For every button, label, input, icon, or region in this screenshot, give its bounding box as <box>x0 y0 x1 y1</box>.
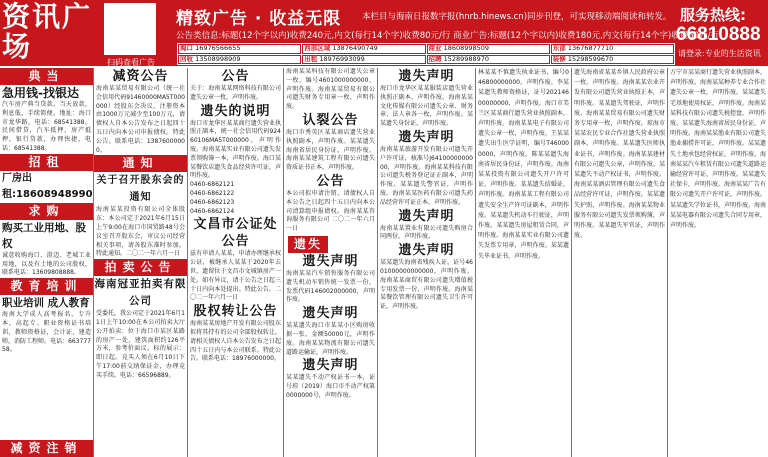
directory-cell: 商业 18608998509 <box>427 44 550 54</box>
notice-body: 海南某某投资有限公司全体股东：本公司定于2021年6月15日上午9:00在海口市国贸路48号会议室召开股东会，审议公司经营相关事项，请各股东准时参加。特此通知。二〇二一年六月一日 <box>96 206 185 258</box>
qr-code-icon[interactable] <box>104 3 156 55</box>
directory-cell: 招聘 15289988970 <box>427 55 550 65</box>
section-education: 教育培训 <box>0 278 93 295</box>
notice-body: 受委托，我公司定于2021年6月11日上午10:00在本公司拍卖大厅公开拍卖：位于海口市某区某路的房产一处，建筑面积约126平方米，参考价面议。标的展示：即日起。竞买人须在6月10日下午17:00前交纳保证金，办理竞买手续。电话：66596889。 <box>96 310 185 379</box>
phone-row: 0460-6862124 <box>190 207 235 215</box>
notice-title: 遗失的说明 <box>200 103 271 119</box>
notice-body: 关于：海南某某网络科技有限公司遗失公章一枚，声明作废。 <box>190 85 281 101</box>
notice-title: 认裂公告 <box>302 112 359 128</box>
notice-title: 遗失声明 <box>398 129 455 145</box>
directory-cell: 回收 13508998909 <box>178 55 301 65</box>
notice-body: 林某某不慎遗失执业证书，编号046800000000，声明作废。李某某遗失教师资格证，证号20214600000000，声明作废。海口市美兰区某某商行遗失营业执照副本，声明作废。海南某某电子有限公司遗失公章一枚，声明作废。王某某遗失出生医学证明，编号T460000000，声明作废。陈某某遗失海南省居民身份证，声明作废。海南某某投资有限公司遗失开户许可证，声明作废。某某遗失结婚证，声明作废。海南某某工程有限公司遗失安全生产许可证副本，声明作废。某某遗失机动车行驶证，声明作废。某某遗失房屋租赁合同，声明作废。海南某某实业有限公司遗失发票专用章，声明作废。某某遗失毕业证书，声明作废。 <box>478 69 569 260</box>
column-4 <box>284 68 378 457</box>
notice-title: 减资公告 <box>112 69 169 84</box>
notice-title: 遗失声明 <box>302 358 359 374</box>
notice-body: 兹有申请人某某，申请办理继承权公证，被继承人某某于2020年去世，遗留位于文昌市文城镇房产一处。如有异议，请于公告之日起三十日内向本处提出。特此公告。二〇二一年六月一日 <box>190 250 281 302</box>
ad-title: 厂房出租:18608948990 <box>2 172 93 200</box>
notice-title: 海南冠亚拍卖有限公司 <box>94 278 187 308</box>
ad-body: 海南大学成人高考报名，专升本，高起专。职业资格证书培训，教师资格证，会计证，建造师，消防工程师。电话：66377758。 <box>2 311 91 354</box>
directory-cell: 装修 15298599670 <box>551 55 674 65</box>
column-6 <box>476 68 572 457</box>
notice-body: 遗失海南省某某乡镇人民政府公章一枚，声明作废。海南某某农业开发有限公司遗失营业执照正本，声明作废。某某遗失驾驶证，声明作废。海南某某贸易有限公司遗失财务专用章一枚，声明作废。琼海市某某农民专业合作社遗失营业执照副本，声明作废。某某遗失医师执业证书，声明作废。海南某某建材有限公司遗失公章，声明作废。某某遗失不动产权证书，声明作废。海南某某酒店管理有限公司遗失食品经营许可证，声明作废。某某遗失护照，声明作废。海南某某物业服务有限公司遗失发票领购簿，声明作废。某某遗失军官证，声明作废。 <box>574 69 665 240</box>
notice-title: 关于召开股东会的通知 <box>96 175 185 204</box>
notice-title: 公告 <box>221 69 250 84</box>
directory-cell: 东部 13676877710 <box>551 44 674 54</box>
ad-title: 购买工业用地、股权 <box>2 221 86 250</box>
notice-body: 海口市龙华区某某商行遗失营业执照正副本，统一社会信用代码92460106MA5T000000，声明作废。海南某某实业有限公司遗失发票领购簿一本，声明作废。海口某某餐饮店遗失食品经营许可证，声明作废。 <box>190 119 281 180</box>
notice-body: 某某遗失不动产权证书一本，证号琼（2019）海口市不动产权第0000000号，声明作废。 <box>286 374 375 399</box>
masthead: 资讯广场 <box>2 0 93 63</box>
directory-cell: 出租 18976993099 <box>302 55 425 65</box>
section-capital-reduction: 减资注销 <box>0 440 93 457</box>
notice-title: 遗失声明 <box>398 69 455 84</box>
notice-body: 海口市秀英区某某商店遗失营业执照副本，声明作废。某某遗失海南省居民身份证，声明作废。海南某某建筑工程有限公司遗失资质证书正本，声明作废。 <box>286 128 375 172</box>
notice-body: 海南某某旅游开发有限公司遗失开户许可证，核准号J6410000000000，声明作废。海南某某科技有限公司遗失税务登记证正副本，声明作废。某某遗失警官证，声明作废。海南某某医药有限公司遗失药品经营许可证正本，声明作废。 <box>380 145 473 206</box>
phone-list <box>188 181 283 216</box>
section-buy: 求购 <box>0 203 93 220</box>
section-auction: 拍卖公告 <box>94 259 187 276</box>
price-info: 公告类信息:标题(12个字以内)收费240元,内文(每行14个字)收费80元/行 商业广告:标题(12个字以内)收费180元,内文(每行14个字)收费60元/行 <box>176 31 719 41</box>
notice-body: 万宁市某某商行遗失营业执照副本，声明作废。海南某某种养专业合作社遗失公章一枚，声明作废。某某遗失宅基地使用权证，声明作废。海南某某科技有限公司遗失税控盘，声明作废。某某遗失海南省居民身份证，声明作废。海南某某渔业有限公司遗失渔业捕捞许可证，声明作废。某某遗失土地承包经营权证，声明作废。海南某某汽车租赁有限公司遗失道路运输经营许可证，声明作废。某某遗失社保卡，声明作废。海南某某广告有限公司遗失开户许可证，声明作废。某某遗失学位证书，声明作废。海南某某电器有限公司遗失合同专用章，声明作废。 <box>670 69 767 230</box>
phone-row: 0460-6862121 <box>190 181 235 189</box>
directory-cell: 海口 16976566655 <box>178 44 301 54</box>
notice-title: 文昌市公证处公告 <box>193 217 278 250</box>
notice-body: 海南某某房地产开发有限公司股东拟将其持有的公司全部股权转让，请相关债权人自本公告发布之日起四十五日内与本公司联系。特此公告。联系电话：18976000000。 <box>190 320 281 363</box>
hotline-sub: 请登录:专业的生活资讯 <box>678 49 761 58</box>
section-rent: 招租 <box>0 154 93 171</box>
column-1 <box>0 68 94 457</box>
notice-body: 海南某某汽车销售服务有限公司遗失机动车销售统一发票一份，发票代码146002000000，声明作废。 <box>286 269 375 304</box>
hotline-number[interactable]: 66810888 <box>676 24 761 45</box>
column-5 <box>378 68 476 457</box>
notice-body: 海口市龙华区某某服装店遗失营业执照正副本，声明作废。海南某某文化传媒有限公司遗失公章、财务章、法人章各一枚，声明作废。某某遗失身份证，声明作废。 <box>380 85 473 128</box>
notice-title: 公告 <box>316 173 345 189</box>
ad-body: 汽车房产典当贷款，当天放款，利息低，手续简便。地址：海口市龙华路，电话：68541388。民间借贷，汽车抵押，房产抵押，银行贷款，办理快捷，电话：68541388。 <box>2 101 91 152</box>
notice-text: 本栏目与海南日报数字报(hnrb.hinews.cn)同步刊登，可实现移动端阅读和转发。 <box>362 12 672 22</box>
column-7 <box>572 68 668 457</box>
header-banner <box>0 0 768 66</box>
notice-title: 股权转让公告 <box>193 304 278 320</box>
column-3 <box>188 68 284 457</box>
section-notice: 通知 <box>94 155 187 172</box>
section-pawn: 典当 <box>0 68 93 85</box>
directory-table <box>176 42 676 66</box>
slogan: 精致广告 · 收益无限 <box>176 9 342 29</box>
qr-caption: 扫码查看广告 <box>107 58 155 67</box>
notice-body: 本公司拟申请注销，请债权人自本公告之日起四十五日内向本公司清算组申报债权。海南某某咨询服务有限公司 二〇二一年六月一日 <box>286 189 375 233</box>
ad-body: 诚意收购海口、澄迈、老城工业用地，以及有土地的公司股权，联系电话：13609808888。 <box>2 251 91 277</box>
notice-body: 海南某某置业有限公司遗失购房合同两份，声明作废。 <box>380 224 473 241</box>
notice-title: 遗失声明 <box>302 253 359 269</box>
notice-body: 某某遗失海南省残疾人证，证号4601000000000000，声明作废。海南某某商贸有限公司遗失增值税专用发票一份，声明作废。海南某某餐饮管理有限公司遗失卫生许可证，声明作废。 <box>380 259 473 311</box>
notice-title: 遗失声明 <box>398 208 455 224</box>
phone-row: 0460-6862123 <box>190 198 235 206</box>
notice-title: 遗失声明 <box>398 243 455 259</box>
directory-cell: 西部区域 13876490749 <box>302 44 425 54</box>
column-8 <box>668 68 768 457</box>
section-lost: 遗失 <box>288 236 328 253</box>
ad-title: 急用钱-找银达 <box>2 86 79 100</box>
ad-title: 职业培训 成人教育 <box>2 297 90 310</box>
phone-row: 0460-6862122 <box>190 189 235 197</box>
notice-body: 海南某某贸易有限公司（统一社会信用代码91460000MA5T000000）经股东会决议，注册资本由1000万元减少至100万元，请债权人自本公告发布之日起四十五日内向本公司申报债权。特此公告。联系电话：13876000000。 <box>96 85 185 154</box>
hotline-label: 服务热线: <box>680 6 746 24</box>
column-2 <box>94 68 188 457</box>
notice-title: 遗失声明 <box>302 306 359 322</box>
notice-body: 海南某某科技有限公司遗失公章一枚，编号4601000000000，声明作废。海南某某贸易有限公司遗失财务专用章一枚，声明作废。 <box>286 68 375 111</box>
notice-body: 某某遗失海口市某某小区购房收据一张，金额50000元，声明作废。海南某某物流有限公司遗失道路运输证，声明作废。 <box>286 322 375 356</box>
